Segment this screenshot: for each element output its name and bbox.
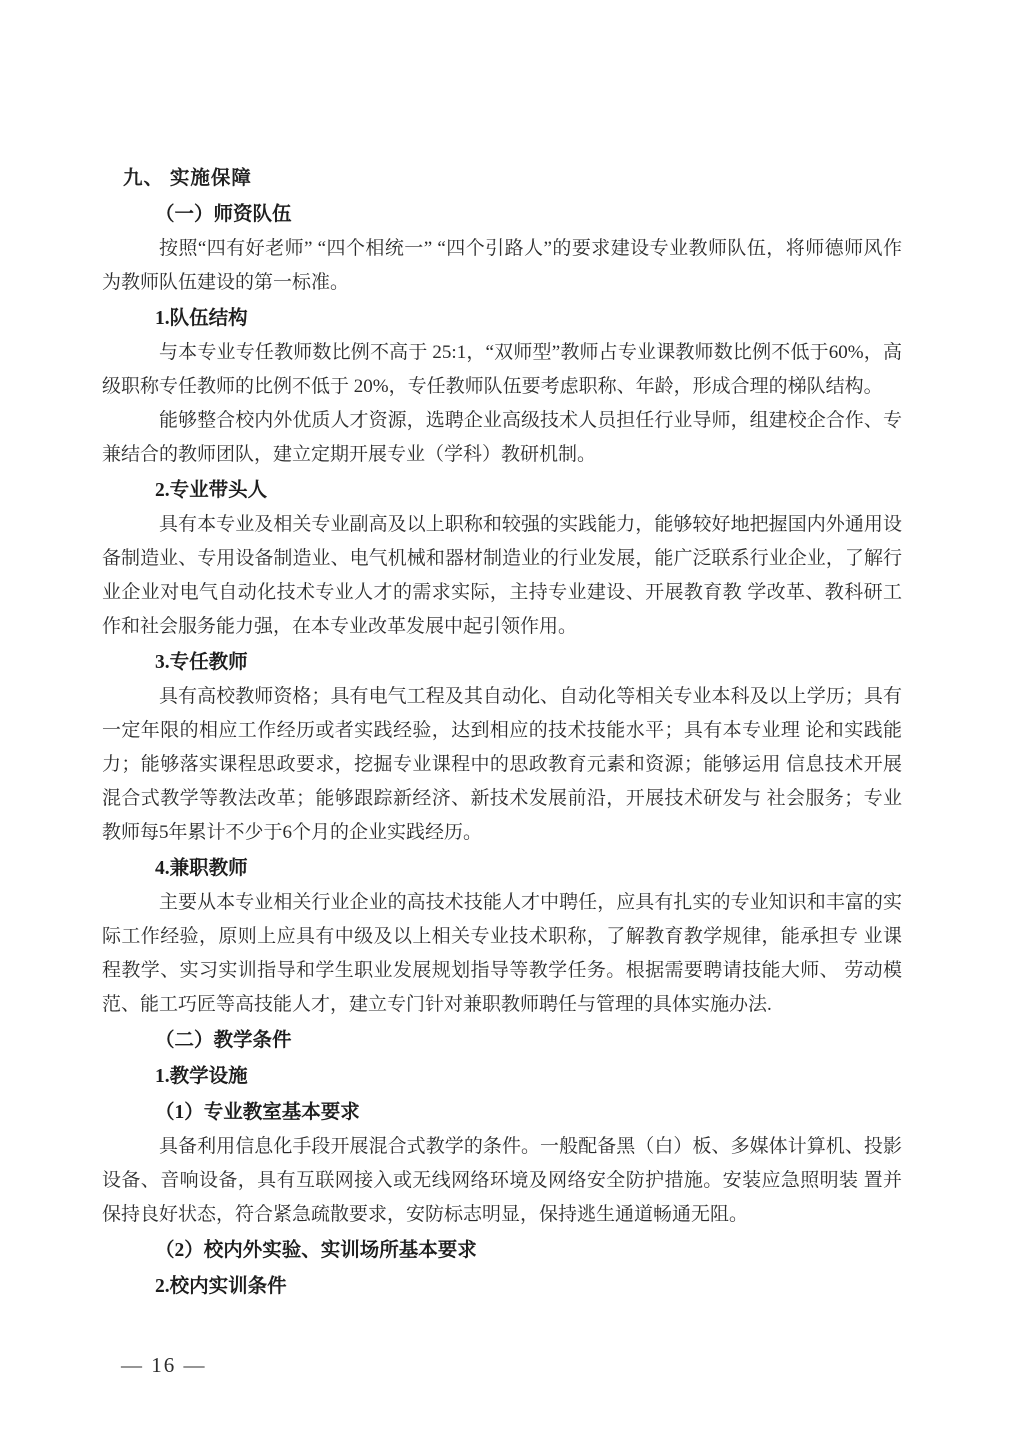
para-program-leader-requirements: 具有本专业及相关专业副高及以上职称和较强的实践能力，能够较好地把握国内外通用设备制造业、专用设备制造业、电气机械和器材制造业的行业发展，能广泛联系行业企业，了解行业企业对电气自动化技术专业人才的需求实际，主持专业建设、开展教育教 学改革、教科研工作和社会服务能力强，在本专业改革发展中起引领作用。 bbox=[102, 514, 902, 637]
document-body bbox=[102, 158, 902, 1304]
para-faculty-standard: 按照“四有好老师” “四个相统一” “四个引路人”的要求建设专业教师队伍，将师德师风作为教师队伍建设的第一标准。 bbox=[102, 238, 902, 293]
para-fulltime-teacher-requirements: 具有高校教师资格；具有电气工程及其自动化、自动化等相关专业本科及以上学历；具有一定年限的相应工作经历或者实践经验，达到相应的技术技能水平；具有本专业理 论和实践能力；能够落实课程思政要求，挖掘专业课程中的思政教育元素和资源；能够运用 信息技术开展混合式教学等教法改革；能够跟踪新经济、新技术发展前沿，开展技术研发与 社会服务；专业教师每5年累计不少于6个月的企业实践经历。 bbox=[102, 686, 902, 843]
heading-teaching-facilities: 1.教学设施 bbox=[155, 1066, 248, 1087]
heading-teaching-conditions: （二）教学条件 bbox=[155, 1030, 292, 1051]
para-team-ratio: 与本专业专任教师数比例不高于 25:1，“双师型”教师占专业课教师数比例不低于60%，高级职称专任教师的比例不低于 20%，专任教师队伍要考虑职称、年龄，形成合理的梯队结构。 bbox=[102, 342, 902, 397]
page-number: — 16 — bbox=[121, 1353, 207, 1377]
heading-program-leader: 2.专业带头人 bbox=[155, 480, 268, 501]
heading-fulltime-teachers: 3.专任教师 bbox=[155, 652, 248, 673]
heading-campus-training-conditions: 2.校内实训条件 bbox=[155, 1276, 287, 1297]
heading-implementation-support: 九、 实施保障 bbox=[123, 168, 252, 189]
para-talent-integration: 能够整合校内外优质人才资源，选聘企业高级技术人员担任行业导师，组建校企合作、专兼结合的教师团队，建立定期开展专业（学科）教研机制。 bbox=[102, 410, 902, 465]
para-classroom-requirements: 具备利用信息化手段开展混合式教学的条件。一般配备黑（白）板、多媒体计算机、投影设备、音响设备，具有互联网接入或无线网络环境及网络安全防护措施。安装应急照明装 置并保持良好状态，符合紧急疏散要求，安防标志明显，保持逃生通道畅通无阻。 bbox=[102, 1136, 902, 1225]
heading-faculty-team: （一）师资队伍 bbox=[155, 204, 292, 225]
heading-classroom-requirements: （1）专业教室基本要求 bbox=[155, 1102, 360, 1123]
heading-parttime-teachers: 4.兼职教师 bbox=[155, 858, 248, 879]
heading-team-structure: 1.队伍结构 bbox=[155, 308, 248, 329]
para-parttime-teacher-requirements: 主要从本专业相关行业企业的高技术技能人才中聘任，应具有扎实的专业知识和丰富的实际工作经验，原则上应具有中级及以上相关专业技术职称，了解教育教学规律，能承担专 业课程教学、实习实训指导和学生职业发展规划指导等教学任务。根据需要聘请技能大师、 劳动模范、能工巧匠等高技能人才，建立专门针对兼职教师聘任与管理的具体实施办法. bbox=[102, 892, 902, 1015]
heading-lab-training-requirements: （2）校内外实验、实训场所基本要求 bbox=[155, 1240, 477, 1261]
